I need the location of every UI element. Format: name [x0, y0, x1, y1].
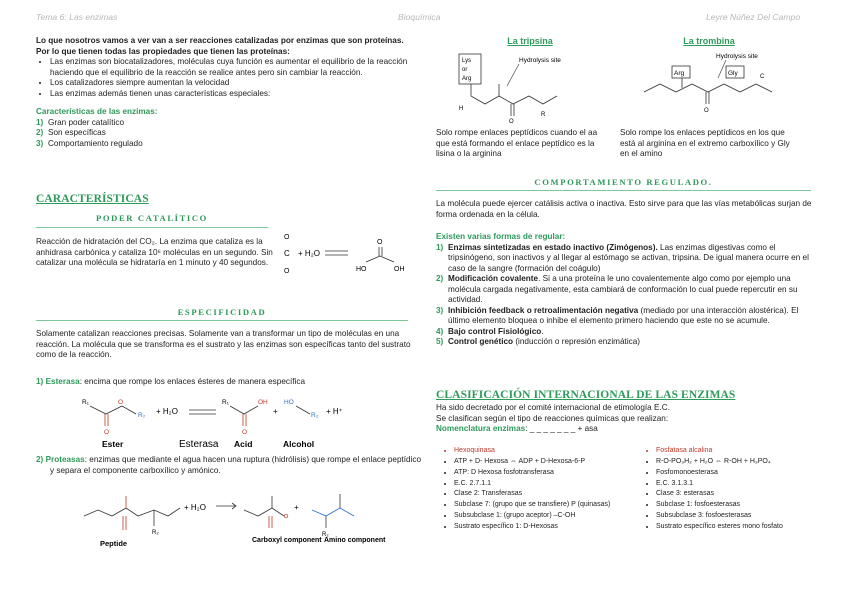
intro-bullets — [36, 57, 411, 99]
list-item: • Clase 2: Transferasas — [454, 489, 644, 500]
clasificacion-title: CLASIFICACIÓN INTERNACIONAL DE LAS ENZIMAS — [436, 389, 736, 401]
header-center: Bioquímica — [398, 12, 441, 22]
tripsina-diagram — [445, 50, 595, 125]
svg-text:R₂: R₂ — [152, 530, 159, 536]
atom-label: C — [284, 249, 290, 258]
atom-label: R₁ — [82, 399, 89, 406]
trombina-text: Solo rompe los enlaces peptídicos en los que está al arginina en el extremo carboxílico y Gly en el amino — [620, 128, 790, 158]
esterasa-line — [36, 377, 416, 388]
plus-sign: + — [273, 407, 278, 416]
svg-text:O: O — [509, 119, 514, 125]
list-item — [436, 274, 814, 306]
reagent-label: + H₂O — [298, 249, 320, 258]
list-item: • E.C. 3.1.3.1 — [656, 479, 846, 490]
label-alcohol: Alcohol — [283, 439, 315, 449]
atom-label: O — [284, 234, 290, 241]
list-item: • Fosfatasa alcalina — [656, 446, 846, 457]
atom-label: R₂ — [311, 412, 319, 419]
atom-label: R₁ — [222, 399, 229, 406]
item-text: (inducción o represión enzimática) — [513, 337, 641, 346]
atom-label: R₂ — [138, 412, 146, 419]
arg-label: Arg — [674, 70, 685, 77]
item-text: (mediado por una interacción alostérica). El último elemento bloquea o inhibe el elemento primero haciendo que este no se acumule. — [448, 305, 799, 325]
list-item: • ATP + D- Hexosa ⇔ ADP + D-Hexosa-6-P — [454, 457, 644, 468]
label-ester: Ester — [102, 439, 124, 449]
list-item — [36, 128, 411, 139]
item-bold: Control genético — [448, 337, 514, 346]
section-title-caracteristicas: CARACTERÍSTICAS — [36, 193, 149, 205]
pointer-line — [718, 60, 726, 78]
list-item: • Subsubclase 1: (grupo aceptor) –C-OH — [454, 511, 644, 522]
item-number: 2) — [36, 128, 44, 137]
atom-label: O — [104, 429, 110, 436]
item-number: 4) — [436, 326, 444, 336]
list-item: • Clase 3: esterasas — [656, 489, 846, 500]
divider — [36, 320, 408, 321]
svg-text:or: or — [462, 67, 468, 73]
clasificacion-line2: Se clasifican según el tipo de reacciones químicas que realizan: — [436, 413, 669, 423]
item-number: 5) — [436, 337, 444, 346]
item-number: 1) — [36, 377, 44, 386]
atom-label: O — [284, 268, 290, 275]
peptide-hydrolysis-diagram — [76, 480, 386, 560]
poder-catalitico-text: Reacción de hidratación del CO₂. La enzima que cataliza es la anhidrasa carbónica y cataliza 10⁶ moléculas en un segundo. Sin catalizar una molécula se hidrataría en 1 minuto y 40 segundos. — [36, 237, 273, 267]
caracteristicas-title: Características de las enzimas: — [36, 107, 158, 116]
item-number: 3) — [36, 138, 44, 148]
list-item: • Subsubclase 3: fosfoesterasas — [656, 511, 846, 522]
svg-text:R: R — [541, 112, 546, 118]
item-bold: Inhibición feedback o retroalimentación negativa — [448, 305, 639, 315]
tripsina-title: La tripsina — [507, 36, 553, 46]
list-item: • ATP: D Hexosa fosfotransferasa — [454, 468, 644, 479]
caracteristicas-list — [36, 118, 411, 150]
esterasa-name: Esterasa — [45, 377, 80, 386]
list-item — [436, 306, 814, 327]
clasificacion-intro — [436, 403, 816, 435]
gly-label: Gly — [728, 70, 738, 77]
list-item: • Los catalizadores siempre aumentan la velocidad — [50, 78, 411, 89]
plus-sign: + — [294, 503, 299, 512]
proteasas-name: Proteasas — [45, 455, 85, 464]
esterase-reaction-diagram — [76, 390, 366, 450]
item-bold: Bajo control Fisiológico — [448, 326, 542, 336]
left-column — [36, 36, 411, 149]
label-acid: Acid — [234, 439, 253, 449]
hexoquinasa-list — [440, 446, 644, 533]
pointer-line — [507, 64, 519, 86]
item-number: 1) — [436, 242, 444, 252]
list-item: • E.C. 2.7.1.1 — [454, 479, 644, 490]
atom-label: O — [242, 429, 248, 436]
list-item: • Subclase 7: (grupo que se transfiere) P (quinasas) — [454, 500, 644, 511]
divider — [36, 227, 268, 228]
list-item: • Subclase 1: fosfoesterasas — [656, 500, 846, 511]
regulation-subtitle: Existen varias formas de regular: — [436, 232, 566, 241]
comportamiento-title: COMPORTAMIENTO REGULADO. — [534, 177, 713, 187]
list-item: • Las enzimas son biocatalizadores, moléculas cuya función es aumentar el equilibrio de la reacción haciendo que el equilibrio de la reacción se realice antes pero sin cambiar la reacción. — [50, 57, 411, 78]
svg-text:R₂: R₂ — [322, 532, 329, 538]
label-peptide: Peptide — [100, 539, 128, 548]
label-esterasa: Esterasa — [179, 439, 219, 450]
item-number: 2) — [436, 274, 444, 283]
list-item — [36, 139, 411, 150]
item-text: . — [541, 326, 544, 336]
proteasas-line — [36, 455, 425, 476]
item-bold: Modificación covalente — [448, 274, 539, 283]
item-text: Son específicas — [48, 128, 106, 137]
atom-label: HO — [284, 399, 294, 406]
list-item: • Sustrato específico esteres mono fosfato — [656, 522, 846, 533]
hydrolysis-label: Hydrolysis site — [716, 53, 758, 60]
comportamiento-text: La molécula puede ejercer catálisis activa o inactiva. Esto sirve para que las vías metabólicas surjan de forma ordenada en la célula. — [436, 199, 812, 219]
item-text: Las enzimas digestivas como el tripsinógeno, son inactivos y al llegar al estómago se activan, tripsina. De igual manera ocurre en el caso de la sangre (formación del coágulo) — [448, 242, 809, 273]
reagent-label: + H⁺ — [326, 407, 343, 416]
clasificacion-line1: Ha sido decretado por el comité internacional de etimología E.C. — [436, 403, 670, 412]
reagent-label: + H₂O — [156, 407, 178, 416]
especificidad-text: Solamente catalizan reacciones precisas. Solamente van a transformar un tipo de moléculas en una reacción. La molécula que se transforma es el sustrato y las enzimas son específicas tanto del sustrato como de la reacción. — [36, 329, 411, 359]
item-text: Comportamiento regulado — [48, 138, 143, 148]
atom-label: O — [118, 399, 124, 406]
especificidad-title: ESPECIFICIDAD — [177, 307, 267, 317]
trombina-title: La trombina — [683, 36, 735, 46]
hydrolysis-label: Hydrolysis site — [519, 57, 561, 64]
list-item: • R-O-PO₃H₂ + H₂O ⇔ R-OH + H₃PO₄ — [656, 457, 846, 468]
list-item: • Las enzimas además tienen unas características especiales: — [50, 89, 411, 100]
header-left: Tema 6: Las enzimas — [36, 12, 118, 22]
list-item — [436, 243, 814, 275]
nomenclatura-label: Nomenclatura enzimas — [436, 424, 526, 433]
proteasas-text: : enzimas que mediante el agua hacen una ruptura (hidrólisis) que rompe el enlace peptídico y separa el componente carboxílico y amónico. — [50, 455, 422, 475]
list-item — [36, 118, 411, 129]
atom-label: OH — [258, 399, 268, 406]
item-text: Gran poder catalítico — [48, 117, 125, 127]
svg-text:Arg: Arg — [462, 76, 472, 82]
fosfatasa-list — [642, 446, 846, 533]
regulation-list — [436, 243, 814, 348]
divider — [436, 190, 811, 191]
nomenclatura-rest: : _ _ _ _ _ _ _ + asa — [525, 424, 598, 433]
tripsina-text: Solo rompe enlaces peptídicos cuando el aa que está formando el enlace peptídico es la lisina o la arginina — [436, 128, 598, 158]
esterasa-text: : encima que rompe los enlaces ésteres de manera específica — [79, 377, 305, 386]
list-item: • Fosfomonoesterasa — [656, 468, 846, 479]
list-item: • Hexoquinasa — [454, 446, 644, 457]
label-amino: Amino component — [324, 537, 386, 544]
atom-label: HO — [356, 266, 367, 273]
nomenclatura-line — [436, 424, 816, 435]
svg-text:H: H — [459, 106, 464, 112]
atom-label: OH — [394, 266, 405, 273]
item-bold: Enzimas sintetizadas en estado inactivo (Zimógenos). — [448, 242, 658, 252]
reagent-label: + H₂O — [184, 503, 206, 512]
list-item — [436, 337, 814, 348]
svg-text:C: C — [760, 74, 765, 80]
item-number: 3) — [436, 305, 444, 315]
atom-label: O — [377, 239, 383, 246]
co2-hydration-diagram — [278, 228, 418, 276]
svg-text:Lys: Lys — [462, 58, 472, 64]
regulation-block — [436, 232, 814, 348]
item-text: . Si a una proteína le uno covalentemente algo como por ejemplo una molécula cargada negativamente, esta cambiará de conformación lo cual puede repercutir en su actividad. — [448, 274, 798, 304]
header-right: Leyre Núñez Del Campo — [706, 12, 801, 22]
label-carboxyl: Carboxyl component — [252, 537, 322, 544]
intro-lead: Lo que nosotros vamos a ver van a ser reacciones catalizadas por enzimas que son proteínas. Por lo que tienen todas las propiedades que tienen las proteínas: — [36, 36, 404, 56]
list-item: • Sustrato específico 1: D-Hexosas — [454, 522, 644, 533]
trombina-diagram — [630, 48, 790, 123]
poder-catalitico-title: PODER CATALÍTICO — [96, 213, 208, 223]
item-number: 1) — [36, 117, 44, 127]
list-item — [436, 327, 814, 338]
item-number: 2) — [36, 455, 44, 464]
svg-text:O: O — [704, 108, 709, 114]
